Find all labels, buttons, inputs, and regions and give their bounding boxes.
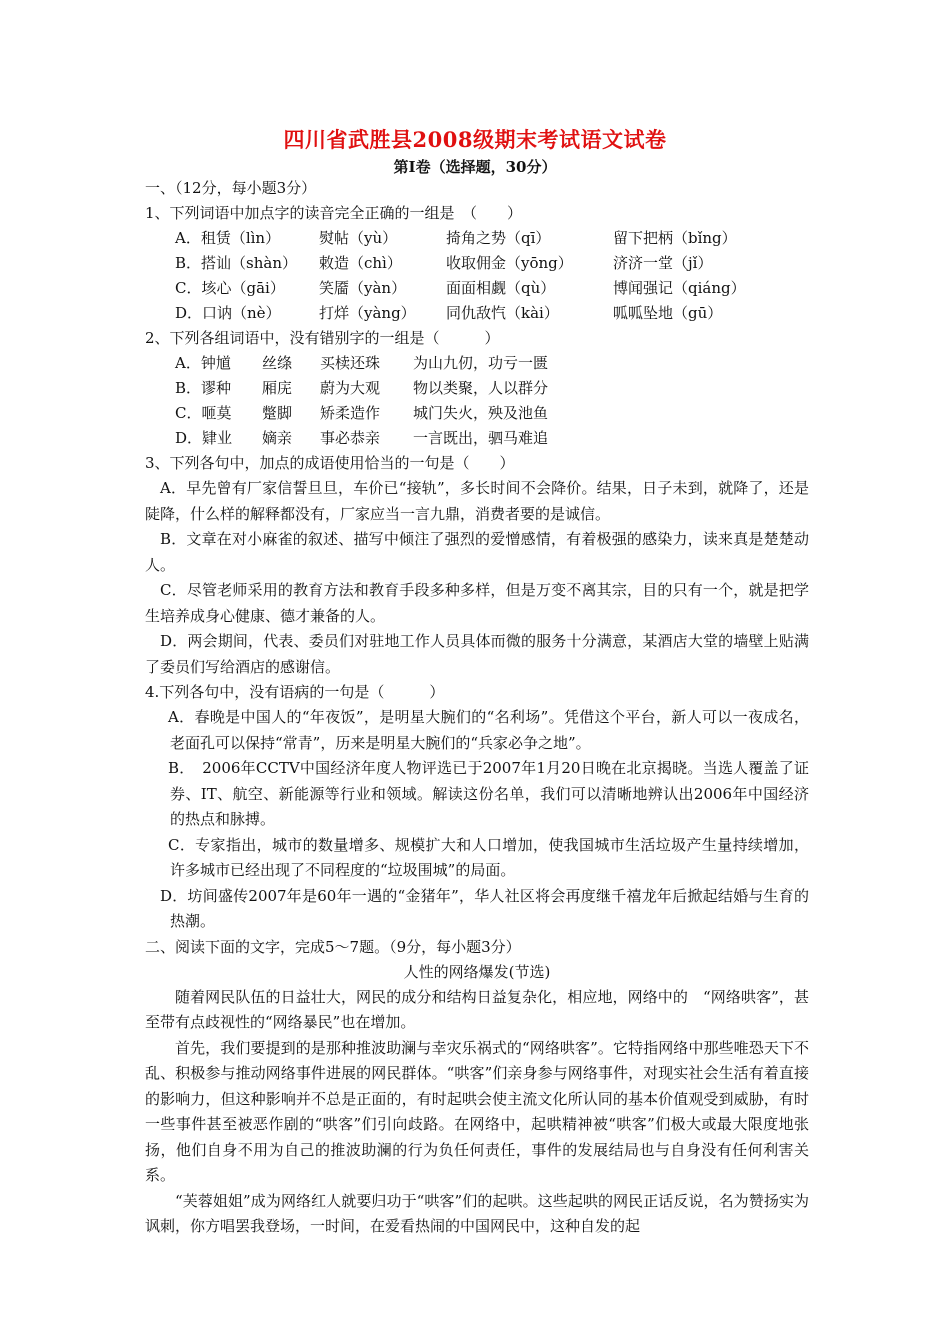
section-heading: 二、阅读下面的文字，完成5～7题。（9分，每小题3分） (145, 937, 521, 956)
option-row (145, 226, 809, 251)
option-item: A．钟馗 (175, 354, 231, 372)
option-paragraph: A．春晚是中国人的“年夜饭”，是明星大腕们的“名利场”。凭借这个平台，新人可以一夜成名，老面孔可以保持“常青”，历来是明星大腕们的“兵家必争之地”。 (168, 708, 809, 752)
exam-title: 四川省武胜县2008级期末考试语文试卷 (283, 127, 667, 152)
article-paragraph: 随着网民队伍的日益壮大，网民的成分和结构日益复杂化，相应地，网络中的 “网络哄客”，甚至带有点歧视性的“网络暴民”也在增加。 (145, 987, 809, 1031)
exam-body (145, 176, 809, 1240)
option-item: C．咂莫 (175, 404, 232, 422)
option-item: 留下把柄（bǐng） (613, 229, 737, 247)
option-row (145, 401, 809, 426)
article-title: 人性的网络爆发(节选) (403, 962, 551, 981)
option-row (145, 301, 809, 326)
exam-subtitle: 第Ⅰ卷（选择题，30分） (393, 158, 557, 176)
option-paragraph: C．尽管老师采用的教育方法和教育手段多种多样，但是万变不离其宗，目的只有一个，就是把学生培养成身心健康、德才兼备的人。 (145, 581, 809, 625)
option-item: D．肄业 (175, 429, 233, 447)
article-paragraph: “芙蓉姐姐”成为网络红人就要归功于“哄客”们的起哄。这些起哄的网民正话反说，名为赞扬实为讽刺，你方唱罢我登场，一时间，在爱看热闹的中国网民中，这种自发的起 (145, 1191, 809, 1235)
option-row (145, 376, 809, 401)
question-stem: 2、下列各组词语中，没有错别字的一组是（ ） (145, 329, 500, 347)
option-item: 一言既出，驷马难追 (413, 429, 549, 447)
question-stem: 3、下列各句中，加点的成语使用恰当的一句是（ ） (145, 454, 515, 472)
option-item: 丝绦 (262, 354, 293, 372)
option-item: 物以类聚，人以群分 (413, 379, 549, 397)
option-paragraph: D．两会期间，代表、委员们对驻地工作人员具体而微的服务十分满意，某酒店大堂的墙壁上贴满了委员们写给酒店的感谢信。 (145, 632, 809, 676)
question-stem: 4.下列各句中，没有语病的一句是（ ） (145, 683, 445, 701)
option-item: 济济一堂（jǐ） (613, 254, 713, 272)
option-item: 笑靥（yàn） (319, 279, 407, 297)
option-row (145, 251, 809, 276)
option-item: 打烊（yàng） (319, 304, 416, 322)
option-paragraph: C．专家指出，城市的数量增多、规模扩大和人口增加，使我国城市生活垃圾产生量持续增加，许多城市已经出现了不同程度的“垃圾围城”的局面。 (168, 835, 809, 879)
option-item: 蹩脚 (262, 404, 293, 422)
section-heading: 一、（12分，每小题3分） (145, 179, 317, 197)
option-item: 掎角之势（qī） (446, 229, 551, 247)
option-item: D．口讷（nè） (175, 304, 281, 322)
option-row (145, 351, 809, 376)
option-item: 蔚为大观 (320, 379, 381, 397)
option-item: 厢庑 (262, 379, 293, 397)
option-paragraph: B． 2006年CCTV中国经济年度人物评选已于2007年1月20日晚在北京揭晓。当选人覆盖了证券、IT、航空、新能源等行业和领域。解读这份名单，我们可以清晰地辨认出2006年中国经济的热点和脉搏。 (168, 759, 809, 828)
option-item: 嫡亲 (262, 429, 293, 447)
option-row (145, 276, 809, 301)
option-item: 呱呱坠地（gū） (613, 304, 723, 322)
option-item: 城门失火，殃及池鱼 (413, 404, 549, 422)
option-item: B．谬种 (175, 379, 232, 397)
option-item: C．垓心（gāi） (175, 279, 285, 297)
option-item: 买椟还珠 (320, 354, 381, 372)
option-item: 熨帖（yù） (319, 229, 398, 247)
option-item: 敕造（chì） (319, 254, 402, 272)
option-paragraph: B．文章在对小麻雀的叙述、描写中倾注了强烈的爱憎感情，有着极强的感染力，读来真是楚楚动人。 (145, 530, 809, 574)
question-stem: 1、下列词语中加点字的读音完全正确的一组是 （ ） (145, 204, 523, 222)
option-row (145, 426, 809, 451)
option-item: 同仇敌忾（kài） (446, 304, 559, 322)
option-item: A．租赁（lìn） (175, 229, 281, 247)
option-paragraph: D．坊间盛传2007年是60年一遇的“金猪年”，华人社区将会再度继千禧龙年后掀起结婚与生育的热潮。 (160, 886, 809, 930)
option-item: 矫柔造作 (320, 404, 381, 422)
option-item: 事必恭亲 (320, 429, 381, 447)
option-item: 博闻强记（qiáng） (613, 279, 746, 297)
option-item: B．搭讪（shàn） (175, 254, 297, 272)
option-paragraph: A．早先曾有厂家信誓旦旦，车价已“接轨”，多长时间不会降价。结果，日子未到，就降了，还是陡降，什么样的解释都没有，厂家应当一言九鼎，消费者要的是诚信。 (145, 479, 809, 523)
article-paragraph: 首先，我们要提到的是那种推波助澜与幸灾乐祸式的“网络哄客”。它特指网络中那些唯恐天下不乱、积极参与推动网络事件进展的网民群体。“哄客”们亲身参与网络事件，对现实社会生活有着直接的影响力，但这种影响并不总是正面的，有时起哄会使主流文化所认同的基本价值观受到威胁，有时一些事件甚至被恶作剧的“哄客”们引向歧路。在网络中，起哄精神被“哄客”们极大或最大限度地张扬，他们自身不用为自己的推波助澜的行为负任何责任，事件的发展结局也与自身没有任何利害关系。 (145, 1038, 809, 1184)
option-item: 面面相觑（qù） (446, 279, 556, 297)
option-item: 为山九仞，功亏一匮 (413, 354, 549, 372)
option-item: 收取佣金（yōng） (446, 254, 573, 272)
